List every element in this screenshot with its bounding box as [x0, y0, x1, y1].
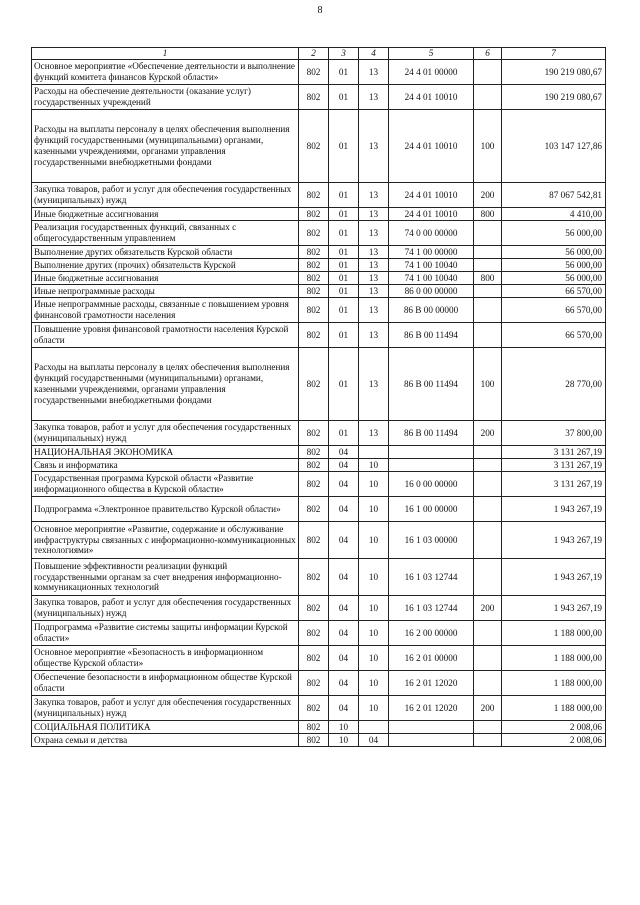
- row-section-code: 04: [329, 596, 359, 621]
- page-number: 8: [317, 5, 323, 16]
- row-expense-type: 800: [474, 272, 502, 285]
- row-expense-type: 200: [474, 183, 502, 208]
- row-section-code: 10: [329, 734, 359, 747]
- table-row: [32, 110, 606, 183]
- table-row: [32, 259, 606, 272]
- row-ved-code: 802: [299, 323, 329, 348]
- row-amount: 56 000,00: [502, 259, 606, 272]
- row-target-code: 16 2 00 00000: [389, 621, 474, 646]
- row-name: Подпрограмма «Электронное правительство Курской области»: [32, 497, 299, 522]
- row-ved-code: 802: [299, 596, 329, 621]
- table-row: [32, 696, 606, 721]
- row-amount: 3 131 267,19: [502, 446, 606, 459]
- row-expense-type: [474, 459, 502, 472]
- row-amount: 1 943 267,19: [502, 497, 606, 522]
- row-expense-type: [474, 221, 502, 246]
- row-section-code: 01: [329, 246, 359, 259]
- row-ved-code: 802: [299, 60, 329, 85]
- row-ved-code: 802: [299, 559, 329, 596]
- row-target-code: 24 4 01 10010: [389, 208, 474, 221]
- table-row: [32, 246, 606, 259]
- row-subsection-code: 10: [359, 559, 389, 596]
- row-subsection-code: 10: [359, 646, 389, 671]
- table-row: [32, 734, 606, 747]
- row-target-code: 24 4 01 10010: [389, 85, 474, 110]
- row-ved-code: 802: [299, 110, 329, 183]
- row-amount: 56 000,00: [502, 246, 606, 259]
- table-row: [32, 285, 606, 298]
- row-section-code: 01: [329, 259, 359, 272]
- row-expense-type: [474, 522, 502, 559]
- row-ved-code: 802: [299, 721, 329, 734]
- table-header-row: [32, 48, 606, 60]
- row-section-code: 01: [329, 272, 359, 285]
- row-name: Выполнение других (прочих) обязательств Курской: [32, 259, 299, 272]
- row-expense-type: [474, 646, 502, 671]
- row-name: Связь и информатика: [32, 459, 299, 472]
- row-name: Основное мероприятие «Обеспечение деятельности и выполнение функций комитета финансов Курской области»: [32, 60, 299, 85]
- row-section-code: 01: [329, 183, 359, 208]
- row-section-code: 01: [329, 421, 359, 446]
- row-target-code: 16 2 01 12020: [389, 696, 474, 721]
- row-name: Закупка товаров, работ и услуг для обеспечения государственных (муниципальных) нужд: [32, 696, 299, 721]
- row-subsection-code: 13: [359, 60, 389, 85]
- table-row: [32, 208, 606, 221]
- row-amount: 66 570,00: [502, 285, 606, 298]
- row-section-code: 04: [329, 671, 359, 696]
- row-target-code: 24 4 01 10010: [389, 110, 474, 183]
- row-expense-type: 200: [474, 596, 502, 621]
- row-target-code: 24 4 01 10010: [389, 183, 474, 208]
- row-section-code: 04: [329, 621, 359, 646]
- table-row: [32, 646, 606, 671]
- row-expense-type: 100: [474, 110, 502, 183]
- row-section-code: 04: [329, 559, 359, 596]
- row-name: Расходы на выплаты персоналу в целях обеспечения выполнения функций государственными (муниципальными) органами, казенными учреждениями, органами управления государственными внебюджетными фондами: [32, 348, 299, 421]
- row-expense-type: [474, 472, 502, 497]
- row-target-code: 16 2 01 00000: [389, 646, 474, 671]
- table-row: [32, 298, 606, 323]
- row-ved-code: 802: [299, 472, 329, 497]
- row-subsection-code: [359, 721, 389, 734]
- table-row: [32, 446, 606, 459]
- row-target-code: [389, 446, 474, 459]
- row-section-code: 01: [329, 221, 359, 246]
- row-section-code: 04: [329, 646, 359, 671]
- row-ved-code: 802: [299, 646, 329, 671]
- row-subsection-code: 13: [359, 285, 389, 298]
- table-row: [32, 671, 606, 696]
- row-subsection-code: 10: [359, 696, 389, 721]
- row-subsection-code: 10: [359, 621, 389, 646]
- row-ved-code: 802: [299, 621, 329, 646]
- row-section-code: 01: [329, 110, 359, 183]
- row-section-code: 04: [329, 696, 359, 721]
- row-target-code: 16 1 03 12744: [389, 559, 474, 596]
- row-ved-code: 802: [299, 221, 329, 246]
- row-amount: 103 147 127,86: [502, 110, 606, 183]
- row-subsection-code: 13: [359, 183, 389, 208]
- row-subsection-code: 10: [359, 596, 389, 621]
- row-section-code: 01: [329, 348, 359, 421]
- row-subsection-code: 13: [359, 348, 389, 421]
- row-subsection-code: 13: [359, 259, 389, 272]
- row-ved-code: 802: [299, 259, 329, 272]
- row-expense-type: [474, 298, 502, 323]
- row-target-code: 16 1 00 00000: [389, 497, 474, 522]
- row-target-code: 86 В 00 11494: [389, 323, 474, 348]
- row-target-code: 86 0 00 00000: [389, 285, 474, 298]
- row-amount: 3 131 267,19: [502, 459, 606, 472]
- row-subsection-code: 13: [359, 298, 389, 323]
- row-ved-code: 802: [299, 696, 329, 721]
- row-expense-type: [474, 621, 502, 646]
- row-target-code: 16 1 03 12744: [389, 596, 474, 621]
- row-target-code: 74 1 00 10040: [389, 272, 474, 285]
- row-section-code: 04: [329, 497, 359, 522]
- row-subsection-code: 13: [359, 246, 389, 259]
- row-name: Повышение уровня финансовой грамотности населения Курской области: [32, 323, 299, 348]
- table-row: [32, 272, 606, 285]
- row-section-code: 01: [329, 323, 359, 348]
- row-expense-type: [474, 259, 502, 272]
- row-amount: 1 943 267,19: [502, 522, 606, 559]
- row-expense-type: [474, 734, 502, 747]
- row-name: Иные непрограммные расходы, связанные с повышением уровня финансовой грамотности населения: [32, 298, 299, 323]
- row-expense-type: [474, 285, 502, 298]
- row-name: Основное мероприятие «Развитие, содержание и обслуживание инфраструктуры связанных с информационно-коммуникационных технологиями»: [32, 522, 299, 559]
- row-name: Иные бюджетные ассигнования: [32, 208, 299, 221]
- row-target-code: 16 0 00 00000: [389, 472, 474, 497]
- row-amount: 66 570,00: [502, 298, 606, 323]
- row-expense-type: [474, 497, 502, 522]
- table-row: [32, 497, 606, 522]
- row-subsection-code: 10: [359, 522, 389, 559]
- row-target-code: [389, 721, 474, 734]
- row-subsection-code: 13: [359, 421, 389, 446]
- header-cell: 7: [502, 48, 606, 60]
- row-target-code: 16 2 01 12020: [389, 671, 474, 696]
- row-amount: 37 800,00: [502, 421, 606, 446]
- header-cell: 3: [329, 48, 359, 60]
- row-name: Обеспечение безопасности в информационном обществе Курской области: [32, 671, 299, 696]
- row-section-code: 01: [329, 85, 359, 110]
- row-amount: 56 000,00: [502, 221, 606, 246]
- row-target-code: 74 0 00 00000: [389, 221, 474, 246]
- header-cell: 2: [299, 48, 329, 60]
- row-amount: 1 943 267,19: [502, 596, 606, 621]
- row-ved-code: 802: [299, 459, 329, 472]
- row-amount: 2 008,06: [502, 734, 606, 747]
- row-name: Государственная программа Курской области «Развитие информационного общества в Курской области»: [32, 472, 299, 497]
- row-expense-type: [474, 60, 502, 85]
- row-amount: 66 570,00: [502, 323, 606, 348]
- table-row: [32, 85, 606, 110]
- row-section-code: 04: [329, 472, 359, 497]
- row-expense-type: [474, 721, 502, 734]
- row-expense-type: [474, 559, 502, 596]
- row-subsection-code: 10: [359, 497, 389, 522]
- row-expense-type: [474, 671, 502, 696]
- row-amount: 3 131 267,19: [502, 472, 606, 497]
- row-subsection-code: 10: [359, 671, 389, 696]
- row-expense-type: [474, 446, 502, 459]
- row-target-code: 86 В 00 00000: [389, 298, 474, 323]
- row-name: Повышение эффективности реализации функций государственными органам за счет внедрения информационно-коммуникационных технологий: [32, 559, 299, 596]
- row-ved-code: 802: [299, 298, 329, 323]
- row-amount: 1 943 267,19: [502, 559, 606, 596]
- row-name: Закупка товаров, работ и услуг для обеспечения государственных (муниципальных) нужд: [32, 421, 299, 446]
- row-ved-code: 802: [299, 285, 329, 298]
- row-name: СОЦИАЛЬНАЯ ПОЛИТИКА: [32, 721, 299, 734]
- header-cell: 5: [389, 48, 474, 60]
- row-ved-code: 802: [299, 348, 329, 421]
- table-row: [32, 721, 606, 734]
- row-subsection-code: 13: [359, 85, 389, 110]
- row-amount: 4 410,00: [502, 208, 606, 221]
- row-target-code: [389, 734, 474, 747]
- row-amount: 2 008,06: [502, 721, 606, 734]
- row-section-code: 01: [329, 208, 359, 221]
- row-section-code: 10: [329, 721, 359, 734]
- row-name: Расходы на обеспечение деятельности (оказание услуг) государственных учреждений: [32, 85, 299, 110]
- table-row: [32, 621, 606, 646]
- row-subsection-code: 10: [359, 459, 389, 472]
- row-target-code: 86 В 00 11494: [389, 348, 474, 421]
- row-name: Иные бюджетные ассигнования: [32, 272, 299, 285]
- row-expense-type: [474, 246, 502, 259]
- row-ved-code: 802: [299, 272, 329, 285]
- table-row: [32, 459, 606, 472]
- table-row: [32, 472, 606, 497]
- row-amount: 28 770,00: [502, 348, 606, 421]
- row-target-code: [389, 459, 474, 472]
- row-ved-code: 802: [299, 421, 329, 446]
- row-section-code: 01: [329, 60, 359, 85]
- row-target-code: 74 1 00 00000: [389, 246, 474, 259]
- row-target-code: 86 В 00 11494: [389, 421, 474, 446]
- row-target-code: 16 1 03 00000: [389, 522, 474, 559]
- header-cell: 6: [474, 48, 502, 60]
- row-subsection-code: 13: [359, 323, 389, 348]
- row-ved-code: 802: [299, 497, 329, 522]
- row-name: Расходы на выплаты персоналу в целях обеспечения выполнения функций государственными (муниципальными) органами, казенными учреждениями, органами управления государственными внебюджетными фондами: [32, 110, 299, 183]
- row-name: Подпрограмма «Развитие системы защиты информации Курской области»: [32, 621, 299, 646]
- row-expense-type: 100: [474, 348, 502, 421]
- row-name: Закупка товаров, работ и услуг для обеспечения государственных (муниципальных) нужд: [32, 596, 299, 621]
- table-row: [32, 60, 606, 85]
- row-amount: 56 000,00: [502, 272, 606, 285]
- row-expense-type: [474, 85, 502, 110]
- row-amount: 1 188 000,00: [502, 696, 606, 721]
- row-ved-code: 802: [299, 85, 329, 110]
- table-row: [32, 559, 606, 596]
- table-row: [32, 421, 606, 446]
- row-name: Иные непрограммные расходы: [32, 285, 299, 298]
- row-ved-code: 802: [299, 522, 329, 559]
- table-row: [32, 183, 606, 208]
- row-target-code: 24 4 01 00000: [389, 60, 474, 85]
- row-amount: 1 188 000,00: [502, 621, 606, 646]
- row-ved-code: 802: [299, 671, 329, 696]
- row-subsection-code: 13: [359, 272, 389, 285]
- row-expense-type: 200: [474, 696, 502, 721]
- row-subsection-code: 10: [359, 472, 389, 497]
- row-name: Основное мероприятие «Безопасность в информационном обществе Курской области»: [32, 646, 299, 671]
- row-ved-code: 802: [299, 734, 329, 747]
- row-section-code: 01: [329, 285, 359, 298]
- row-target-code: 74 1 00 10040: [389, 259, 474, 272]
- row-name: Закупка товаров, работ и услуг для обеспечения государственных (муниципальных) нужд: [32, 183, 299, 208]
- table-row: [32, 323, 606, 348]
- header-cell: 4: [359, 48, 389, 60]
- row-expense-type: 200: [474, 421, 502, 446]
- row-name: НАЦИОНАЛЬНАЯ ЭКОНОМИКА: [32, 446, 299, 459]
- row-ved-code: 802: [299, 208, 329, 221]
- table-row: [32, 221, 606, 246]
- row-amount: 190 219 080,67: [502, 60, 606, 85]
- row-name: Реализация государственных функций, связанных с общегосударственным управлением: [32, 221, 299, 246]
- row-ved-code: 802: [299, 446, 329, 459]
- row-ved-code: 802: [299, 246, 329, 259]
- row-amount: 1 188 000,00: [502, 646, 606, 671]
- table-row: [32, 596, 606, 621]
- row-section-code: 04: [329, 459, 359, 472]
- row-section-code: 04: [329, 522, 359, 559]
- row-name: Охрана семьи и детства: [32, 734, 299, 747]
- row-expense-type: 800: [474, 208, 502, 221]
- row-ved-code: 802: [299, 183, 329, 208]
- row-subsection-code: 13: [359, 208, 389, 221]
- row-subsection-code: [359, 446, 389, 459]
- table-row: [32, 348, 606, 421]
- row-section-code: 01: [329, 298, 359, 323]
- row-subsection-code: 13: [359, 110, 389, 183]
- row-subsection-code: 04: [359, 734, 389, 747]
- row-expense-type: [474, 323, 502, 348]
- row-name: Выполнение других обязательств Курской области: [32, 246, 299, 259]
- row-amount: 87 067 542,81: [502, 183, 606, 208]
- row-amount: 190 219 080,67: [502, 85, 606, 110]
- row-section-code: 04: [329, 446, 359, 459]
- row-amount: 1 188 000,00: [502, 671, 606, 696]
- budget-table: [31, 47, 606, 747]
- row-subsection-code: 13: [359, 221, 389, 246]
- table-row: [32, 522, 606, 559]
- header-cell: 1: [32, 48, 299, 60]
